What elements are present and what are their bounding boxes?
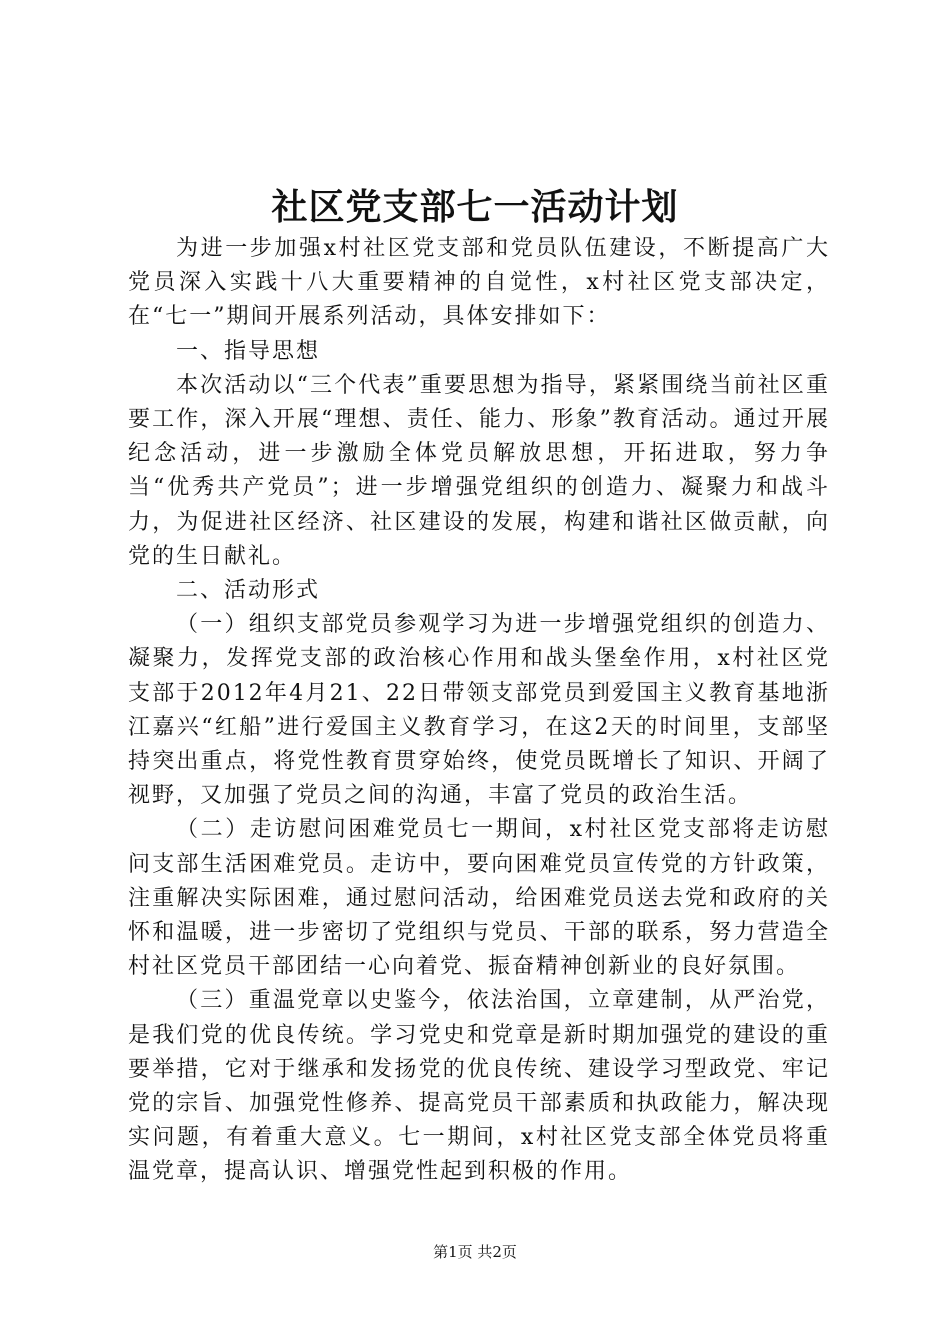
section-heading-activity-forms: 二、活动形式 [176, 578, 321, 604]
intro-paragraph: 为进一步加强x村社区党支部和党员队伍建设，不断提高广大党员深入实践十八大重要精神的自觉性，x村社区党支部决定，在“七一”期间开展系列活动，具体安排如下： [128, 236, 830, 330]
document-title: 社区党支部七一活动计划 [271, 187, 679, 228]
activity-item-3-paragraph: （三）重温党章以史鉴今，依法治国，立章建制，从严治党，是我们党的优良传统。学习党史和党章是新时期加强党的建设的重要举措，它对于继承和发扬党的优良传统、建设学习型政党、牢记党的宗旨、加强党性修养、提高党员干部素质和执政能力，解决现实问题，有着重大意义。七一期间，x村社区党支部全体党员将重温党章，提高认识、增强党性起到积极的作用。 [128, 988, 830, 1185]
activity-item-1-paragraph: （一）组织支部党员参观学习为进一步增强党组织的创造力、凝聚力，发挥党支部的政治核心作用和战头堡垒作用，x村社区党支部于2012年4月21、22日带领支部党员到爱国主义教育基地浙江嘉兴“红船”进行爱国主义教育学习，在这2天的时间里，支部坚持突出重点，将党性教育贯穿始终，使党员既增长了知识、开阔了视野，又加强了党员之间的沟通，丰富了党员的政治生活。 [128, 612, 830, 809]
guiding-ideology-paragraph: 本次活动以“三个代表”重要思想为指导，紧紧围绕当前社区重要工作，深入开展“理想、责任、能力、形象”教育活动。通过开展纪念活动，进一步激励全体党员解放思想，开拓进取，努力争当“优秀共产党员”；进一步增强党组织的创造力、凝聚力和战斗力，为促进社区经济、社区建设的发展，构建和谐社区做贡献，向党的生日献礼。 [128, 372, 830, 569]
page-number-footer: 第1页 共2页 [433, 1243, 517, 1261]
activity-item-2-paragraph: （二）走访慰问困难党员七一期间，x村社区党支部将走访慰问支部生活困难党员。走访中，要向困难党员宣传党的方针政策，注重解决实际困难，通过慰问活动，给困难党员送去党和政府的关怀和温暖，进一步密切了党组织与党员、干部的联系，努力营造全村社区党员干部团结一心向着党、振奋精神创新业的良好氛围。 [128, 817, 830, 980]
section-heading-guiding-ideology: 一、指导思想 [176, 338, 321, 364]
document-body [128, 232, 830, 1190]
